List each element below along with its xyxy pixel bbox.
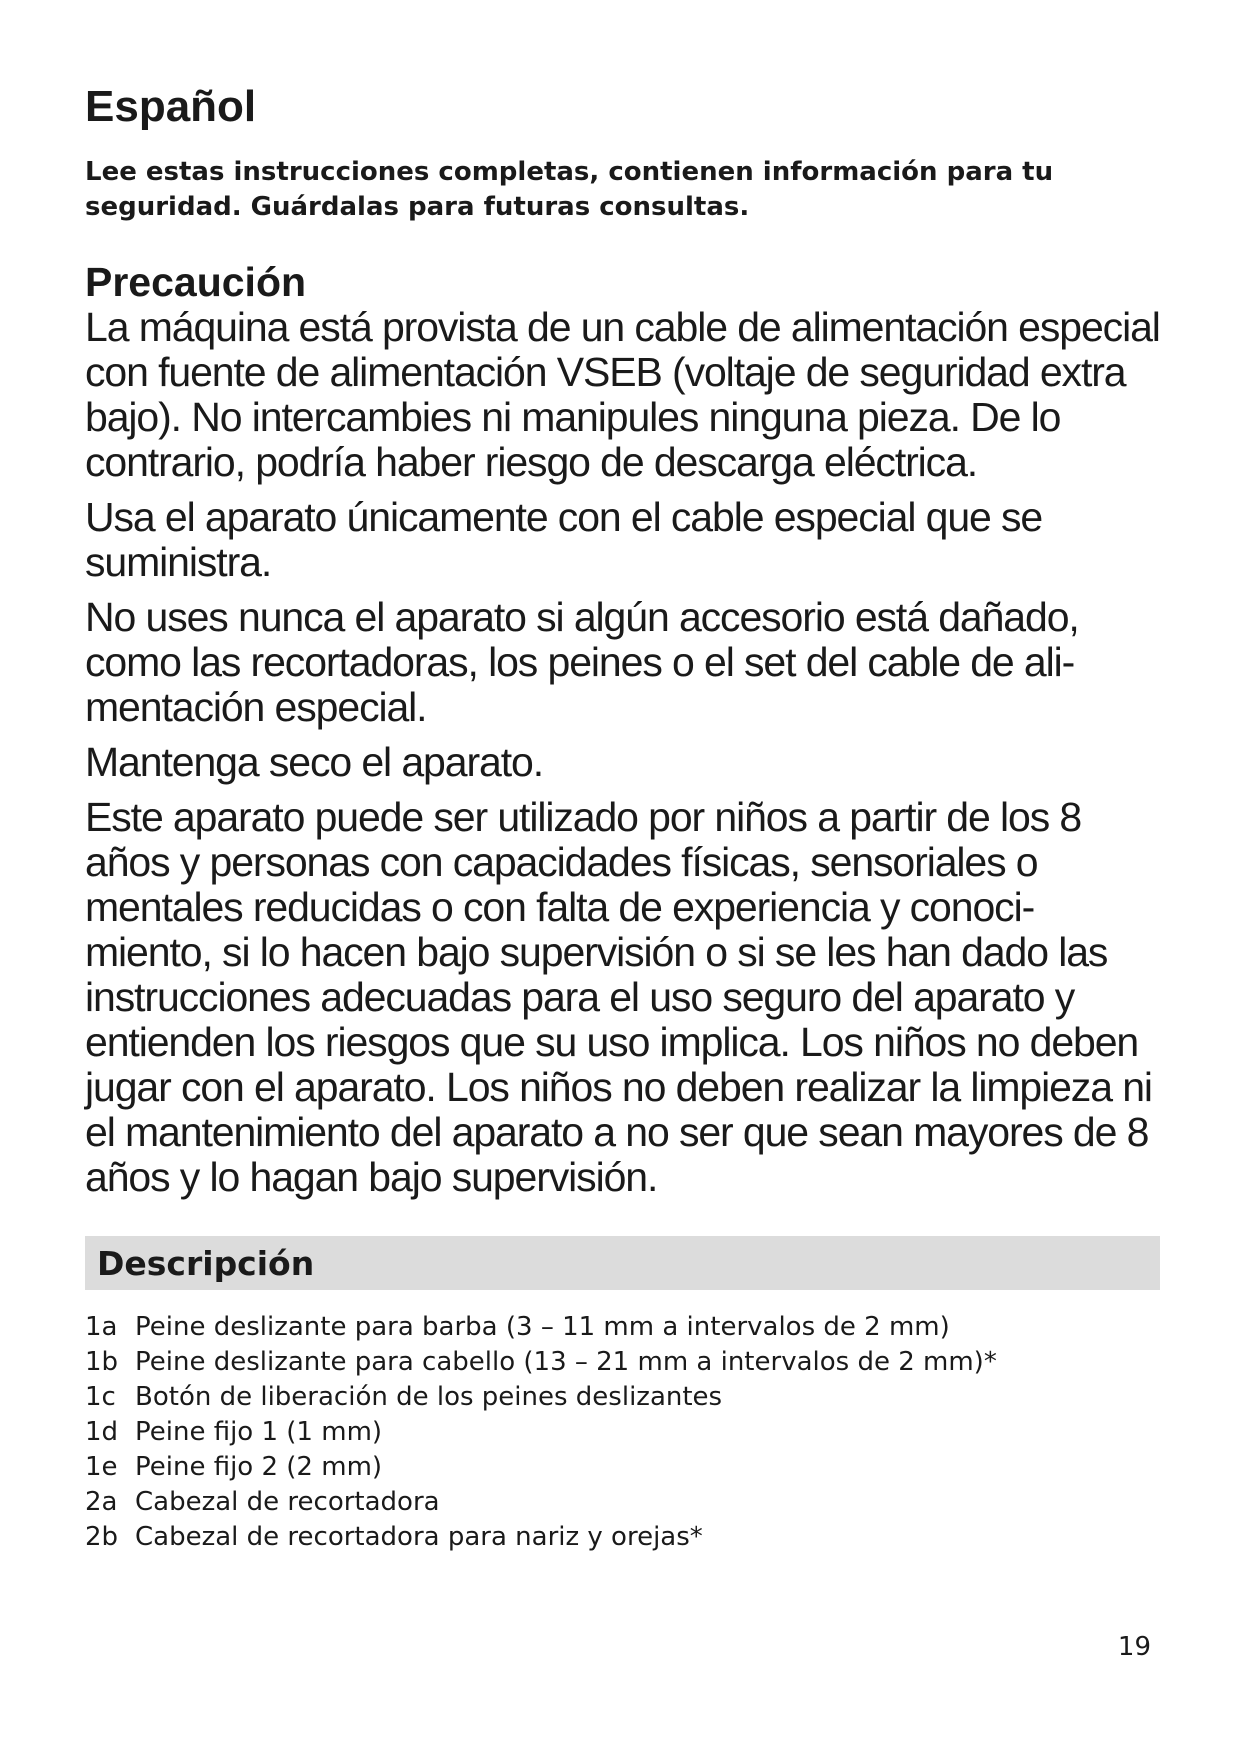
list-item [85,1345,1170,1380]
part-code: 1c [85,1382,116,1412]
list-item [85,1520,1170,1555]
part-code: 1b [85,1347,119,1377]
part-text: Peine fijo 2 (2 mm) [135,1452,383,1482]
description-heading: Descripción [97,1243,315,1283]
caution-paragraph: Mantenga seco el aparato. [85,739,543,785]
part-code: 2a [85,1487,118,1517]
list-item [85,1450,1170,1485]
part-code: 1e [85,1452,118,1482]
caution-heading: Precaución [85,259,307,305]
part-code: 1a [85,1312,118,1342]
parts-list [85,1310,1170,1555]
description-heading-band [85,1236,1160,1290]
part-text: Peine deslizante para barba (3 – 11 mm a intervalos de 2 mm) [135,1312,950,1342]
list-item [85,1415,1170,1450]
caution-paragraph: La máquina está provista de un cable de alimentación especial con fuente de alimentación VSEB (voltaje de seguridad extra bajo). No intercambies ni manipules ninguna pieza. De lo contrario, podría haber riesgo de descarga eléctrica. [85,304,1160,485]
part-code: 1d [85,1417,119,1447]
intro-warning: Lee estas instrucciones completas, contienen información para tu seguridad. Guárdalas para futuras consultas. [85,157,1054,222]
page-number: 19 [1117,1632,1151,1662]
caution-paragraph: No uses nunca el aparato si algún accesorio está dañado, como las recortadoras, los peines o el set del cable de ali- mentación especial. [85,594,1079,730]
manual-page [85,82,1170,1555]
part-text: Cabezal de recortadora para nariz y orejas* [135,1522,703,1552]
list-item [85,1310,1170,1345]
part-text: Peine fijo 1 (1 mm) [135,1417,383,1447]
list-item [85,1380,1170,1415]
part-text: Botón de liberación de los peines deslizantes [135,1382,723,1412]
language-title: Español [85,82,257,131]
part-code: 2b [85,1522,119,1552]
caution-section [85,259,1170,1200]
list-item [85,1485,1170,1520]
caution-paragraph: Este aparato puede ser utilizado por niños a partir de los 8 años y personas con capacidades físicas, sensoriales o mentales reducidas o con falta de experiencia y conoci- miento, si lo hacen bajo supervisión o si se les han dado las instrucciones adecuadas para el uso seguro del aparato y entienden los riesgos que su uso implica. Los niños no deben jugar con el aparato. Los niños no deben realizar la limpieza ni el mantenimiento del aparato a no ser que sean mayores de 8 años y lo hagan bajo supervisión. [85,794,1152,1200]
caution-paragraph: Usa el aparato únicamente con el cable especial que se suministra. [85,494,1043,585]
part-text: Peine deslizante para cabello (13 – 21 mm a intervalos de 2 mm)* [135,1347,997,1377]
description-section [85,1236,1170,1555]
part-text: Cabezal de recortadora [135,1487,440,1517]
